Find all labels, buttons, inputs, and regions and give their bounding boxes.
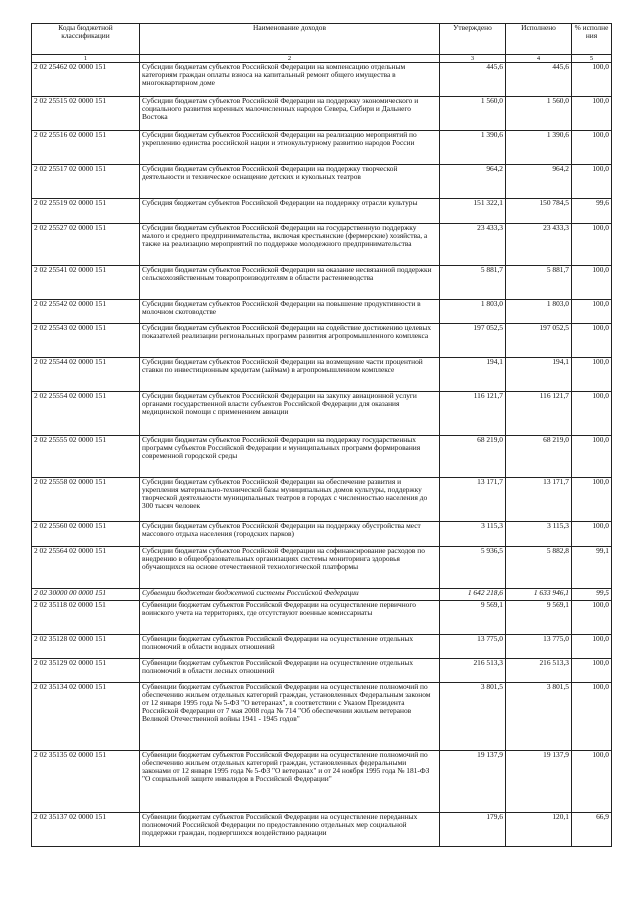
execution-percent-cell: 100,0 — [572, 392, 612, 436]
revenue-name-cell: Субвенции бюджетам субъектов Российской Федерации на осуществление отдельных полномочий в области лесных отношений — [140, 659, 440, 683]
executed-amount-cell: 23 433,3 — [506, 224, 572, 266]
budget-code-cell: 2 02 35118 02 0000 151 — [32, 601, 140, 635]
executed-amount-cell: 5 882,8 — [506, 547, 572, 589]
execution-percent-cell: 100,0 — [572, 635, 612, 659]
revenue-name-cell: Субсидии бюджетам субъектов Российской Федерации на повышение продуктивности в молочном скотоводстве — [140, 300, 440, 324]
column-number: 4 — [506, 55, 572, 63]
revenue-name-cell: Субвенции бюджетам субъектов Российской Федерации на осуществление отдельных полномочий в области водных отношений — [140, 635, 440, 659]
execution-percent-cell: 100,0 — [572, 165, 612, 199]
executed-amount-cell: 3 115,3 — [506, 522, 572, 547]
execution-percent-cell: 100,0 — [572, 436, 612, 478]
approved-amount-cell: 1 642 218,6 — [440, 589, 506, 601]
budget-revenue-table — [31, 23, 612, 847]
execution-percent-cell: 100,0 — [572, 683, 612, 751]
executed-amount-cell: 964,2 — [506, 165, 572, 199]
executed-amount-cell: 116 121,7 — [506, 392, 572, 436]
approved-amount-cell: 1 560,0 — [440, 97, 506, 131]
budget-code-cell: 2 02 25519 02 0000 151 — [32, 199, 140, 224]
header-code: Коды бюджетной классификации — [32, 24, 140, 55]
approved-amount-cell: 116 121,7 — [440, 392, 506, 436]
budget-code-cell: 2 02 25515 02 0000 151 — [32, 97, 140, 131]
table-row — [32, 131, 612, 165]
execution-percent-cell: 100,0 — [572, 97, 612, 131]
budget-code-cell: 2 02 25554 02 0000 151 — [32, 392, 140, 436]
revenue-name-cell: Субсидии бюджетам субъектов Российской Федерации на обеспечение развития и укрепления материально-технической базы муниципальных домов культуры, поддержку творческой деятельности муниципальных театров в городах с численностью населения до 300 тысяч человек — [140, 478, 440, 522]
revenue-name-cell: Субсидии бюджетам субъектов Российской Федерации на компенсацию отдельным категориям граждан оплаты взноса на капитальный ремонт общего имущества в многоквартирном доме — [140, 63, 440, 97]
execution-percent-cell: 100,0 — [572, 601, 612, 635]
column-number: 1 — [32, 55, 140, 63]
executed-amount-cell: 13 171,7 — [506, 478, 572, 522]
column-number: 5 — [572, 55, 612, 63]
revenue-name-cell: Субсидии бюджетам субъектов Российской Федерации на оказание несвязанной поддержки сельскохозяйственным товаропроизводителям в области растениеводства — [140, 266, 440, 300]
revenue-name-cell: Субсидии бюджетам субъектов Российской Федерации на возмещение части процентной ставки по инвестиционным кредитам (займам) в агропромышленном комплексе — [140, 358, 440, 392]
revenue-name-cell: Субвенции бюджетам субъектов Российской Федерации на осуществление полномочий по обеспечению жильем отдельных категорий граждан, установленных Федеральным законом от 12 января 1995 года № 5-ФЗ "О ветеранах", в соответствии с Указом Президента Российской Федерации от 7 мая 2008 года № 714 "Об обеспечении жильем ветеранов Великой Отечественной войны 1941 - 1945 годов" — [140, 683, 440, 751]
revenue-name-cell: Субвенции бюджетам субъектов Российской Федерации на осуществление полномочий по обеспечению жильем отдельных категорий граждан, установленных федеральными законами от 12 января 1995 года № 5-ФЗ "О ветеранах" и от 24 ноября 1995 года № 181-ФЗ "О социальной защите инвалидов в Российской Федерации" — [140, 751, 440, 813]
table-row — [32, 97, 612, 131]
execution-percent-cell: 100,0 — [572, 358, 612, 392]
approved-amount-cell: 179,6 — [440, 813, 506, 847]
budget-code-cell: 2 02 25555 02 0000 151 — [32, 436, 140, 478]
execution-percent-cell: 100,0 — [572, 63, 612, 97]
budget-code-cell: 2 02 25517 02 0000 151 — [32, 165, 140, 199]
budget-code-cell: 2 02 25462 02 0000 151 — [32, 63, 140, 97]
table-row — [32, 324, 612, 358]
executed-amount-cell: 3 801,5 — [506, 683, 572, 751]
budget-code-cell: 2 02 25542 02 0000 151 — [32, 300, 140, 324]
execution-percent-cell: 99,1 — [572, 547, 612, 589]
budget-code-cell: 2 02 35137 02 0000 151 — [32, 813, 140, 847]
executed-amount-cell: 1 633 946,1 — [506, 589, 572, 601]
execution-percent-cell: 100,0 — [572, 659, 612, 683]
approved-amount-cell: 1 803,0 — [440, 300, 506, 324]
execution-percent-cell: 99,6 — [572, 199, 612, 224]
revenue-name-cell: Субсидии бюджетам субъектов Российской Федерации на содействие достижению целевых показателей реализации региональных программ развития агропромышленного комплекса — [140, 324, 440, 358]
table-row — [32, 224, 612, 266]
column-number: 2 — [140, 55, 440, 63]
executed-amount-cell: 150 784,5 — [506, 199, 572, 224]
budget-code-cell: 2 02 25543 02 0000 151 — [32, 324, 140, 358]
execution-percent-cell: 100,0 — [572, 266, 612, 300]
table-row — [32, 300, 612, 324]
executed-amount-cell: 9 569,1 — [506, 601, 572, 635]
execution-percent-cell: 66,9 — [572, 813, 612, 847]
executed-amount-cell: 197 052,5 — [506, 324, 572, 358]
header-name: Наименование доходов — [140, 24, 440, 55]
revenue-name-cell: Субсидии бюджетам субъектов Российской Федерации на закупку авиационной услуги органами государственной власти субъектов Российской Федерации для оказания медицинской помощи с применением авиации — [140, 392, 440, 436]
approved-amount-cell: 216 513,3 — [440, 659, 506, 683]
table-row — [32, 266, 612, 300]
table-row — [32, 199, 612, 224]
approved-amount-cell: 3 801,5 — [440, 683, 506, 751]
revenue-name-cell: Субсидии бюджетам субъектов Российской Федерации на государственную поддержку малого и среднего предпринимательства, включая крестьянские (фермерские) хозяйства, а также на реализацию мероприятий по поддержке молодежного предпринимательства — [140, 224, 440, 266]
revenue-name-cell: Субсидии бюджетам субъектов Российской Федерации на софинансирование расходов по внедрению в общеобразовательных организациях системы мониторинга здоровья обучающихся на основе отечественной технологической платформы — [140, 547, 440, 589]
header-percent: % исполне ния — [572, 24, 612, 55]
budget-code-cell: 2 02 35128 02 0000 151 — [32, 635, 140, 659]
executed-amount-cell: 13 775,0 — [506, 635, 572, 659]
approved-amount-cell: 194,1 — [440, 358, 506, 392]
approved-amount-cell: 151 322,1 — [440, 199, 506, 224]
approved-amount-cell: 68 219,0 — [440, 436, 506, 478]
revenue-name-cell: Субвенции бюджетам субъектов Российской Федерации на осуществление переданных полномочий Российской Федерации по предоставлению отдельных мер социальной поддержки граждан, подвергшихся воздействию радиации — [140, 813, 440, 847]
approved-amount-cell: 5 936,5 — [440, 547, 506, 589]
budget-code-cell: 2 02 25516 02 0000 151 — [32, 131, 140, 165]
execution-percent-cell: 100,0 — [572, 300, 612, 324]
table-row — [32, 589, 612, 601]
revenue-name-cell: Субсидии бюджетам субъектов Российской Федерации на поддержку творческой деятельности и техническое оснащение детских и кукольных театров — [140, 165, 440, 199]
executed-amount-cell: 216 513,3 — [506, 659, 572, 683]
approved-amount-cell: 197 052,5 — [440, 324, 506, 358]
executed-amount-cell: 1 803,0 — [506, 300, 572, 324]
budget-code-cell: 2 02 25560 02 0000 151 — [32, 522, 140, 547]
approved-amount-cell: 964,2 — [440, 165, 506, 199]
header-executed: Исполнено — [506, 24, 572, 55]
execution-percent-cell: 100,0 — [572, 751, 612, 813]
table-row — [32, 165, 612, 199]
executed-amount-cell: 19 137,9 — [506, 751, 572, 813]
table-row — [32, 63, 612, 97]
executed-amount-cell: 445,6 — [506, 63, 572, 97]
table-row — [32, 547, 612, 589]
revenue-name-cell: Субсидии бюджетам субъектов Российской Федерации на поддержку обустройства мест массового отдыха населения (городских парков) — [140, 522, 440, 547]
revenue-name-cell: Субсидия бюджетам субъектов Российской Федерации на поддержку отрасли культуры — [140, 199, 440, 224]
budget-code-cell: 2 02 25564 02 0000 151 — [32, 547, 140, 589]
table-row — [32, 478, 612, 522]
budget-code-cell: 2 02 35134 02 0000 151 — [32, 683, 140, 751]
executed-amount-cell: 194,1 — [506, 358, 572, 392]
approved-amount-cell: 13 775,0 — [440, 635, 506, 659]
approved-amount-cell: 23 433,3 — [440, 224, 506, 266]
executed-amount-cell: 68 219,0 — [506, 436, 572, 478]
approved-amount-cell: 9 569,1 — [440, 601, 506, 635]
approved-amount-cell: 3 115,3 — [440, 522, 506, 547]
revenue-name-cell: Субвенции бюджетам бюджетной системы Российской Федерации — [140, 589, 440, 601]
revenue-name-cell: Субсидии бюджетам субъектов Российской Федерации на поддержку экономического и социального развития коренных малочисленных народов Севера, Сибири и Дальнего Востока — [140, 97, 440, 131]
table-row — [32, 601, 612, 635]
executed-amount-cell: 1 390,6 — [506, 131, 572, 165]
budget-code-cell: 2 02 25544 02 0000 151 — [32, 358, 140, 392]
table-row — [32, 683, 612, 751]
budget-code-cell: 2 02 30000 00 0000 151 — [32, 589, 140, 601]
execution-percent-cell: 100,0 — [572, 522, 612, 547]
table-row — [32, 358, 612, 392]
approved-amount-cell: 445,6 — [440, 63, 506, 97]
budget-code-cell: 2 02 35135 02 0000 151 — [32, 751, 140, 813]
revenue-name-cell: Субсидии бюджетам субъектов Российской Федерации на поддержку государственных программ субъектов Российской Федерации и муниципальных программ формирования современной городской среды — [140, 436, 440, 478]
execution-percent-cell: 100,0 — [572, 478, 612, 522]
table-body — [32, 63, 612, 847]
executed-amount-cell: 1 560,0 — [506, 97, 572, 131]
budget-code-cell: 2 02 25541 02 0000 151 — [32, 266, 140, 300]
execution-percent-cell: 99,5 — [572, 589, 612, 601]
executed-amount-cell: 120,1 — [506, 813, 572, 847]
table-row — [32, 522, 612, 547]
header-approved: Утверждено — [440, 24, 506, 55]
table-row — [32, 635, 612, 659]
execution-percent-cell: 100,0 — [572, 224, 612, 266]
execution-percent-cell: 100,0 — [572, 131, 612, 165]
budget-code-cell: 2 02 25527 02 0000 151 — [32, 224, 140, 266]
table-row — [32, 813, 612, 847]
executed-amount-cell: 5 881,7 — [506, 266, 572, 300]
table-row — [32, 751, 612, 813]
table-row — [32, 436, 612, 478]
revenue-name-cell: Субсидии бюджетам субъектов Российской Федерации на реализацию мероприятий по укреплению единства российской нации и этнокультурному развитию народов России — [140, 131, 440, 165]
table-row — [32, 392, 612, 436]
column-number: 3 — [440, 55, 506, 63]
approved-amount-cell: 19 137,9 — [440, 751, 506, 813]
budget-code-cell: 2 02 25558 02 0000 151 — [32, 478, 140, 522]
revenue-name-cell: Субвенции бюджетам субъектов Российской Федерации на осуществление первичного воинского учета на территориях, где отсутствуют военные комиссариаты — [140, 601, 440, 635]
approved-amount-cell: 1 390,6 — [440, 131, 506, 165]
budget-code-cell: 2 02 35129 02 0000 151 — [32, 659, 140, 683]
execution-percent-cell: 100,0 — [572, 324, 612, 358]
approved-amount-cell: 13 171,7 — [440, 478, 506, 522]
approved-amount-cell: 5 881,7 — [440, 266, 506, 300]
table-row — [32, 659, 612, 683]
